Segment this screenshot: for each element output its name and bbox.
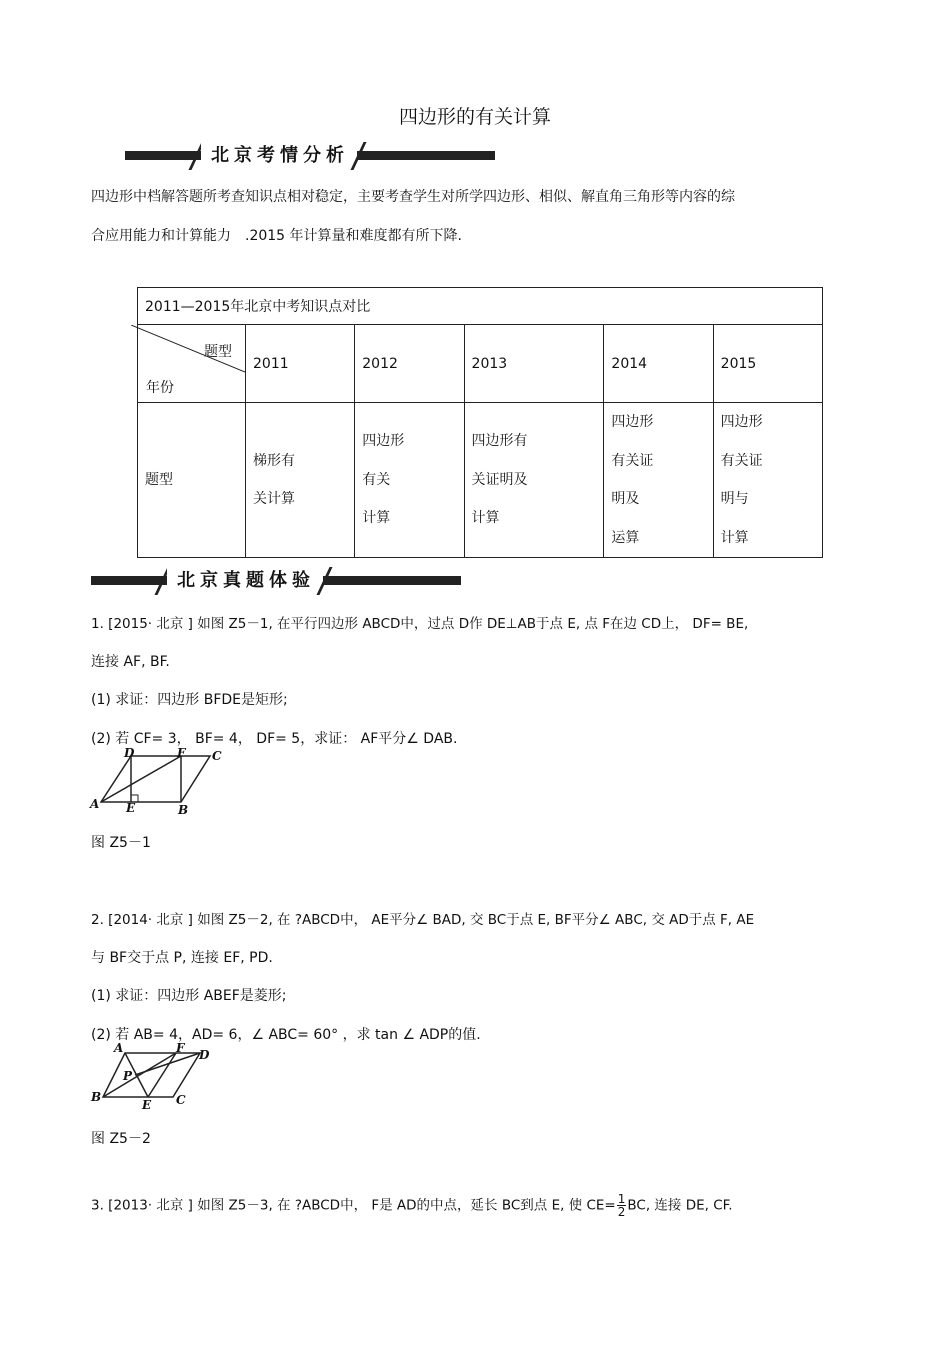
q1-line-2: 连接 AF, BF.: [91, 654, 170, 670]
label-F: F: [177, 746, 186, 760]
q3-line-1: [91, 1193, 733, 1218]
label-A: A: [114, 1042, 124, 1055]
row-label: 题型: [138, 403, 246, 558]
cell-line: 四边形: [362, 433, 405, 450]
q1-part-1: (1) 求证：四边形 BFDE是矩形;: [91, 692, 288, 708]
year-header: 2012: [355, 325, 464, 403]
table-cell: [246, 403, 355, 558]
label-E: E: [126, 801, 136, 815]
figure-caption-z5-2: 图 Z5－2: [91, 1131, 151, 1147]
intro-line-2: 合应用能力和计算能力 .2015 年计算量和难度都有所下降.: [91, 228, 462, 244]
cell-line: 梯形有: [253, 452, 295, 469]
q2-line-2: 与 BF交于点 P, 连接 EF, PD.: [91, 950, 273, 966]
cell-line: 明与: [720, 491, 749, 507]
label-D: D: [199, 1048, 210, 1062]
cell-line: 计算: [471, 510, 500, 527]
corner-top-label: 题型: [204, 344, 232, 360]
table-cell: [355, 403, 464, 558]
year-header: 2013: [464, 325, 604, 403]
section-banner-real-questions: [91, 566, 461, 596]
year-header: 2011: [246, 325, 355, 403]
year-header: 2015: [713, 325, 822, 403]
cell-line: 明及: [611, 491, 640, 507]
table-caption: 2011—2015年北京中考知识点对比: [138, 288, 823, 325]
q3-text-post: BC, 连接 DE, CF.: [627, 1197, 733, 1214]
q3-text-pre: 3. [2013· 北京 ] 如图 Z5－3, 在 ?ABCD中， F是 AD的中点，延长 BC到点 E, 使 CE=: [91, 1197, 616, 1214]
q2-line-1: 2. [2014· 北京 ] 如图 Z5－2, 在 ?ABCD中， AE平分∠ BAD, 交 BC于点 E, BF平分∠ ABC, 交 AD于点 F, AE: [91, 912, 755, 928]
cell-line: 关证明及: [471, 471, 528, 488]
page-title: 四边形的有关计算: [398, 106, 551, 128]
section-title: 北京考情分析: [201, 141, 357, 171]
section-title: 北京真题体验: [167, 566, 323, 596]
q1-part-2: (2) 若 CF= 3， BF= 4， DF= 5，求证： AF平分∠ DAB.: [91, 731, 458, 747]
cell-line: 有关证: [720, 452, 763, 469]
q2-part-2: (2) 若 AB= 4，AD= 6，∠ ABC= 60° ，求 tan ∠ ADP的值.: [91, 1027, 481, 1043]
label-B: B: [178, 803, 189, 816]
table-corner-cell: [138, 325, 246, 403]
label-P: P: [123, 1069, 133, 1083]
cell-line: 四边形: [720, 414, 763, 430]
figure-caption-z5-1: 图 Z5－1: [91, 835, 151, 851]
cell-line: 有关证: [611, 452, 654, 469]
figure-z5-2: [88, 1042, 218, 1112]
fraction-numerator: 1: [617, 1192, 626, 1206]
fraction-denominator: 2: [617, 1205, 626, 1219]
label-F: F: [176, 1042, 185, 1055]
table-cell: [464, 403, 604, 558]
label-C: C: [212, 749, 222, 763]
cell-line: 四边形有: [471, 433, 528, 450]
label-E: E: [142, 1098, 152, 1112]
label-B: B: [91, 1090, 102, 1104]
cell-line: 四边形: [611, 414, 654, 430]
label-C: C: [176, 1093, 186, 1107]
comparison-table: [137, 287, 823, 558]
table-cell: [713, 403, 822, 558]
label-D: D: [124, 746, 135, 760]
cell-line: 运算: [611, 529, 640, 546]
cell-line: 关计算: [253, 491, 295, 507]
section-banner-exam-analysis: [125, 141, 495, 171]
q1-line-1: 1. [2015· 北京 ] 如图 Z5－1, 在平行四边形 ABCD中，过点 D作 DE⊥AB于点 E, 点 F在边 CD上， DF= BE,: [91, 616, 749, 632]
cell-line: 有关: [362, 471, 391, 488]
cell-line: 计算: [362, 510, 391, 527]
corner-bottom-label: 年份: [146, 380, 174, 396]
q2-part-1: (1) 求证：四边形 ABEF是菱形;: [91, 988, 287, 1004]
label-A: A: [90, 797, 100, 811]
year-header: 2014: [604, 325, 713, 403]
cell-line: 计算: [720, 529, 749, 546]
figure-z5-1: [88, 746, 228, 816]
fraction-one-half: [617, 1193, 627, 1218]
table-cell: [604, 403, 713, 558]
intro-line-1: 四边形中档解答题所考查知识点相对稳定，主要考查学生对所学四边形、相似、解直角三角形等内容的综: [91, 189, 735, 205]
